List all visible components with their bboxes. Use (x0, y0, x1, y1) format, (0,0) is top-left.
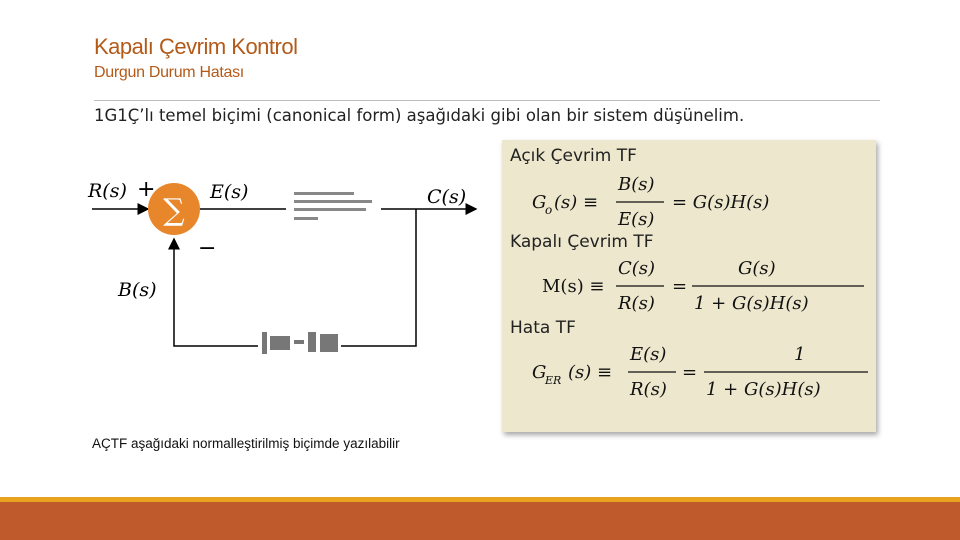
closed-loop-den2: 1 + G(s)H(s) (694, 293, 809, 314)
closed-loop-den1: R(s) (618, 293, 655, 314)
error-den1: R(s) (630, 379, 667, 400)
error-heading: Hata TF (510, 318, 576, 338)
minus-sign: − (198, 236, 217, 261)
open-loop-equation (532, 170, 862, 232)
input-label: R(s) (88, 180, 127, 202)
open-loop-lhs: G (532, 192, 547, 213)
error-num2: 1 (794, 344, 806, 365)
footer-bar (0, 502, 960, 540)
closed-loop-num1: C(s) (618, 258, 656, 279)
plus-sign: + (137, 177, 156, 202)
error-equation (532, 342, 872, 404)
open-loop-rhs: = G(s)H(s) (672, 192, 770, 213)
title-divider (94, 100, 880, 101)
error-num1: E(s) (630, 344, 667, 365)
open-loop-den: E(s) (618, 209, 655, 230)
summer-symbol: ∑ (163, 193, 185, 228)
open-loop-arg: (s) ≡ (554, 192, 599, 213)
error-lhs: G (532, 362, 547, 383)
intro-text: 1G1Ç’lı temel biçimi (canonical form) aşağıdaki gibi olan bir sistem düşünelim. (94, 106, 745, 125)
closed-loop-heading: Kapalı Çevrim TF (510, 232, 654, 252)
output-label: C(s) (427, 186, 467, 208)
error-eq: = (682, 362, 698, 383)
error-arg: (s) ≡ (568, 362, 613, 383)
open-loop-sub: o (545, 203, 553, 217)
normalized-form-note: AÇTF aşağıdaki normalleştirilmiş biçimde yazılabilir (92, 436, 400, 451)
open-loop-heading: Açık Çevrim TF (510, 146, 637, 166)
error-label: E(s) (210, 181, 249, 203)
error-sub: ER (545, 374, 562, 387)
feedback-label: B(s) (118, 279, 157, 301)
transfer-function-box (502, 140, 876, 432)
slide-title: Kapalı Çevrim Kontrol (94, 34, 298, 59)
closed-loop-num2: G(s) (738, 258, 776, 279)
slide-subtitle: Durgun Durum Hatası (94, 64, 244, 81)
open-loop-num: B(s) (618, 174, 655, 195)
closed-loop-equation (532, 256, 872, 318)
closed-loop-lhs: M(s) ≡ (542, 276, 605, 297)
error-den2: 1 + G(s)H(s) (706, 379, 821, 400)
closed-loop-eq: = (672, 276, 688, 297)
block-diagram (86, 160, 486, 390)
